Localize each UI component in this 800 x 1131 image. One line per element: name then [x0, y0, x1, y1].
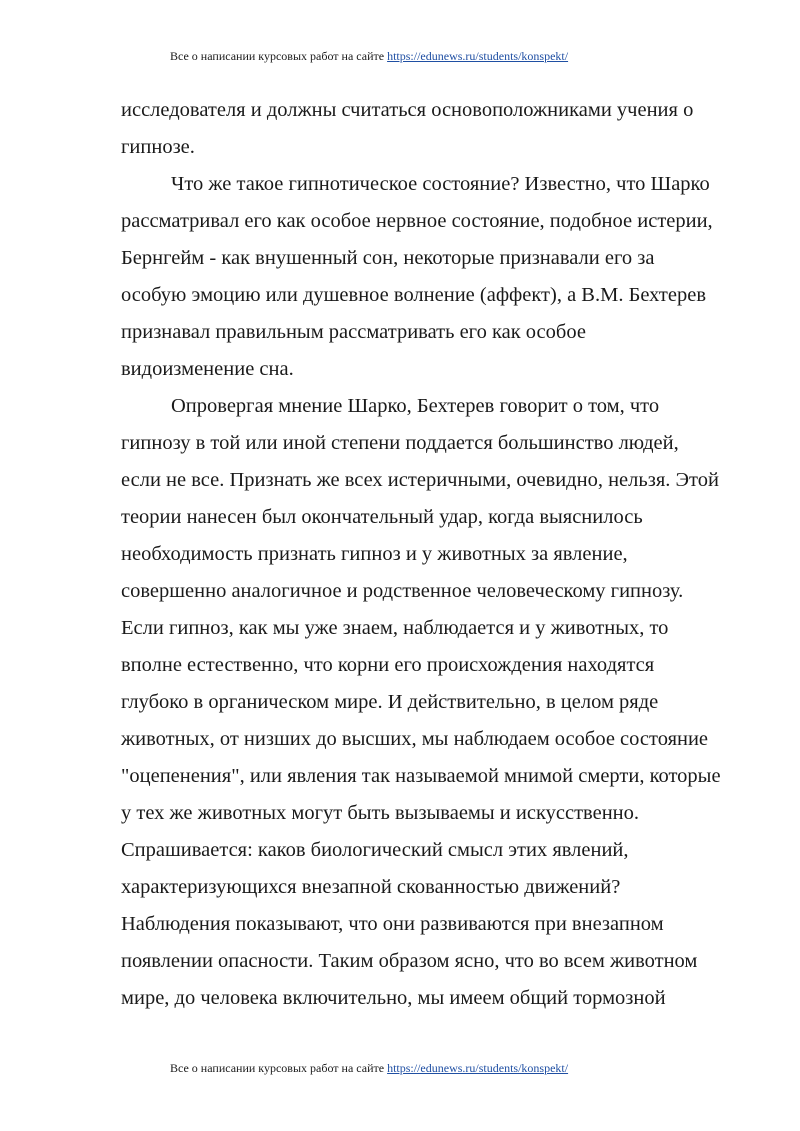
text-line: совершенно аналогичное и родственное человеческому гипнозу. — [121, 580, 684, 602]
text-line: у тех же животных могут быть вызываемы и искусственно. — [121, 802, 640, 824]
header-text: Все о написании курсовых работ на сайте — [170, 49, 388, 63]
page-header — [170, 48, 568, 64]
text-line: глубоко в органическом мире. И действительно, в целом ряде — [121, 691, 659, 713]
text-line: рассматривал его как особое нервное состояние, подобное истерии, — [121, 210, 713, 232]
text-line: теории нанесен был окончательный удар, когда выяснилось — [121, 506, 643, 528]
text-line: "оцепенения", или явления так называемой мнимой смерти, которые — [121, 765, 721, 787]
text-line: Спрашивается: каков биологический смысл этих явлений, — [121, 839, 629, 861]
text-line: если не все. Признать же всех истеричными, очевидно, нельзя. Этой — [121, 469, 719, 491]
text-line: мире, до человека включительно, мы имеем общий тормозной — [121, 987, 666, 1009]
document-body — [121, 92, 761, 1017]
footer-link[interactable]: https://edunews.ru/students/konspekt/ — [387, 1061, 569, 1075]
paragraph-1 — [121, 92, 761, 166]
text-line: вполне естественно, что корни его происхождения находятся — [121, 654, 655, 676]
text-line: Бернгейм - как внушенный сон, некоторые признавали его за — [121, 247, 655, 269]
text-line: Если гипноз, как мы уже знаем, наблюдается и у животных, то — [121, 617, 669, 639]
text-line: Опровергая мнение Шарко, Бехтерев говорит о том, что — [171, 395, 660, 417]
text-line: характеризующихся внезапной скованностью движений? — [121, 876, 621, 898]
paragraph-2 — [121, 166, 761, 388]
text-line: Что же такое гипнотическое состояние? Известно, что Шарко — [171, 173, 710, 195]
text-line: животных, от низших до высших, мы наблюдаем особое состояние — [121, 728, 709, 750]
footer-text: Все о написании курсовых работ на сайте — [170, 1061, 388, 1075]
text-line: признавал правильным рассматривать его как особое — [121, 321, 586, 343]
text-line: необходимость признать гипноз и у животных за явление, — [121, 543, 628, 565]
header-link[interactable]: https://edunews.ru/students/konspekt/ — [387, 49, 569, 63]
text-line: Наблюдения показывают, что они развиваются при внезапном — [121, 913, 664, 935]
text-line: исследователя и должны считаться основоположниками учения о — [121, 99, 694, 121]
text-line: гипнозу в той или иной степени поддается большинство людей, — [121, 432, 679, 454]
text-line: появлении опасности. Таким образом ясно, что во всем животном — [121, 950, 698, 972]
text-line: особую эмоцию или душевное волнение (аффект), а В.М. Бехтерев — [121, 284, 707, 306]
text-line: видоизменение сна. — [121, 358, 294, 380]
text-line: гипнозе. — [121, 136, 195, 158]
page-footer — [170, 1060, 568, 1076]
paragraph-3 — [121, 388, 761, 1017]
